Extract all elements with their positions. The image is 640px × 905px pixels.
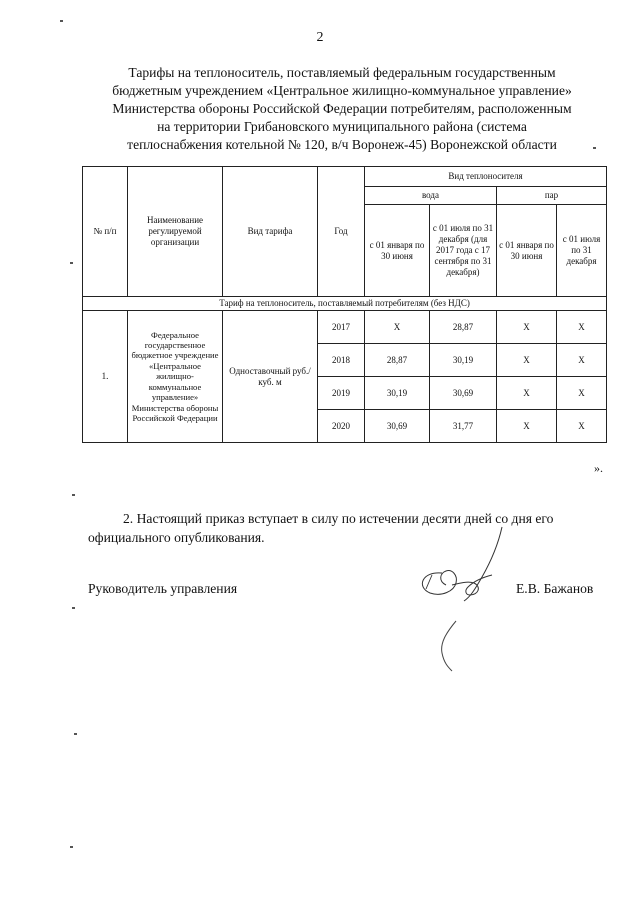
entry-org: Федеральное государственное бюджетное учреждение «Центральное жилищно-коммунальное управление» Министерства обороны Российской Федерации [128, 311, 223, 443]
margin-mark [70, 262, 73, 264]
cell-water-h2: 30,19 [430, 344, 497, 377]
cell-year: 2019 [318, 377, 365, 410]
header-water-h1: с 01 января по 30 июня [365, 205, 430, 297]
entry-tariff-type: Одноставочный руб./куб. м [223, 311, 318, 443]
cell-steam-h2: Х [557, 377, 607, 410]
cell-steam-h1: Х [497, 410, 557, 443]
cell-water-h2: 30,69 [430, 377, 497, 410]
closing-quote-mark: ». [594, 461, 603, 475]
title-line: бюджетным учреждением «Центральное жилищно-коммунальное управление» [112, 83, 572, 98]
paragraph-effective-date: 2. Настоящий приказ вступает в силу по истечении десяти дней со дня его официального опубликования. [88, 511, 554, 545]
margin-mark [70, 846, 73, 848]
cell-water-h2: 31,77 [430, 410, 497, 443]
cell-water-h2: 28,87 [430, 311, 497, 344]
cell-water-h1: 28,87 [365, 344, 430, 377]
cell-steam-h1: Х [497, 311, 557, 344]
signatory-position: Руководитель управления [88, 581, 238, 596]
header-steam-h2: с 01 июля по 31 декабря [557, 205, 607, 297]
margin-mark [74, 733, 77, 735]
title-line: теплоснабжения котельной № 120, в/ч Воронеж-45) Воронежской области [127, 137, 557, 152]
header-water: вода [365, 187, 497, 205]
page-number: 2 [316, 30, 324, 45]
margin-mark [72, 607, 75, 609]
signatory-name: Е.В. Бажанов [516, 581, 594, 596]
header-tariff-type: Вид тарифа [223, 167, 318, 297]
header-steam: пар [497, 187, 607, 205]
handwritten-signature [412, 525, 522, 675]
margin-mark [60, 20, 63, 22]
cell-steam-h2: Х [557, 410, 607, 443]
table-row [83, 311, 607, 344]
cell-water-h1: 30,19 [365, 377, 430, 410]
cell-year: 2017 [318, 311, 365, 344]
cell-water-h1: Х [365, 311, 430, 344]
header-year: Год [318, 167, 365, 297]
cell-steam-h2: Х [557, 311, 607, 344]
header-org: Наименование регулируемой организации [128, 167, 223, 297]
title-line: Министерства обороны Российской Федерации потребителям, расположенным [112, 101, 572, 116]
header-num: № п/п [83, 167, 128, 297]
cell-steam-h1: Х [497, 377, 557, 410]
section-label: Тариф на теплоноситель, поставляемый потребителям (без НДС) [83, 297, 607, 311]
title-line: на территории Грибановского муниципального района (система [157, 119, 527, 134]
margin-mark [72, 494, 75, 496]
header-water-h2: с 01 июля по 31 декабря (для 2017 года с 17 сентября по 31 декабря) [430, 205, 497, 297]
document-title [88, 64, 596, 154]
cell-steam-h1: Х [497, 344, 557, 377]
entry-num: 1. [83, 311, 128, 443]
cell-water-h1: 30,69 [365, 410, 430, 443]
margin-mark [593, 147, 596, 149]
title-line: Тарифы на теплоноситель, поставляемый федеральным государственным [128, 65, 556, 80]
cell-steam-h2: Х [557, 344, 607, 377]
cell-year: 2018 [318, 344, 365, 377]
header-coolant-type: Вид теплоносителя [365, 167, 607, 187]
header-steam-h1: с 01 января по 30 июня [497, 205, 557, 297]
cell-year: 2020 [318, 410, 365, 443]
tariff-table [82, 166, 607, 443]
